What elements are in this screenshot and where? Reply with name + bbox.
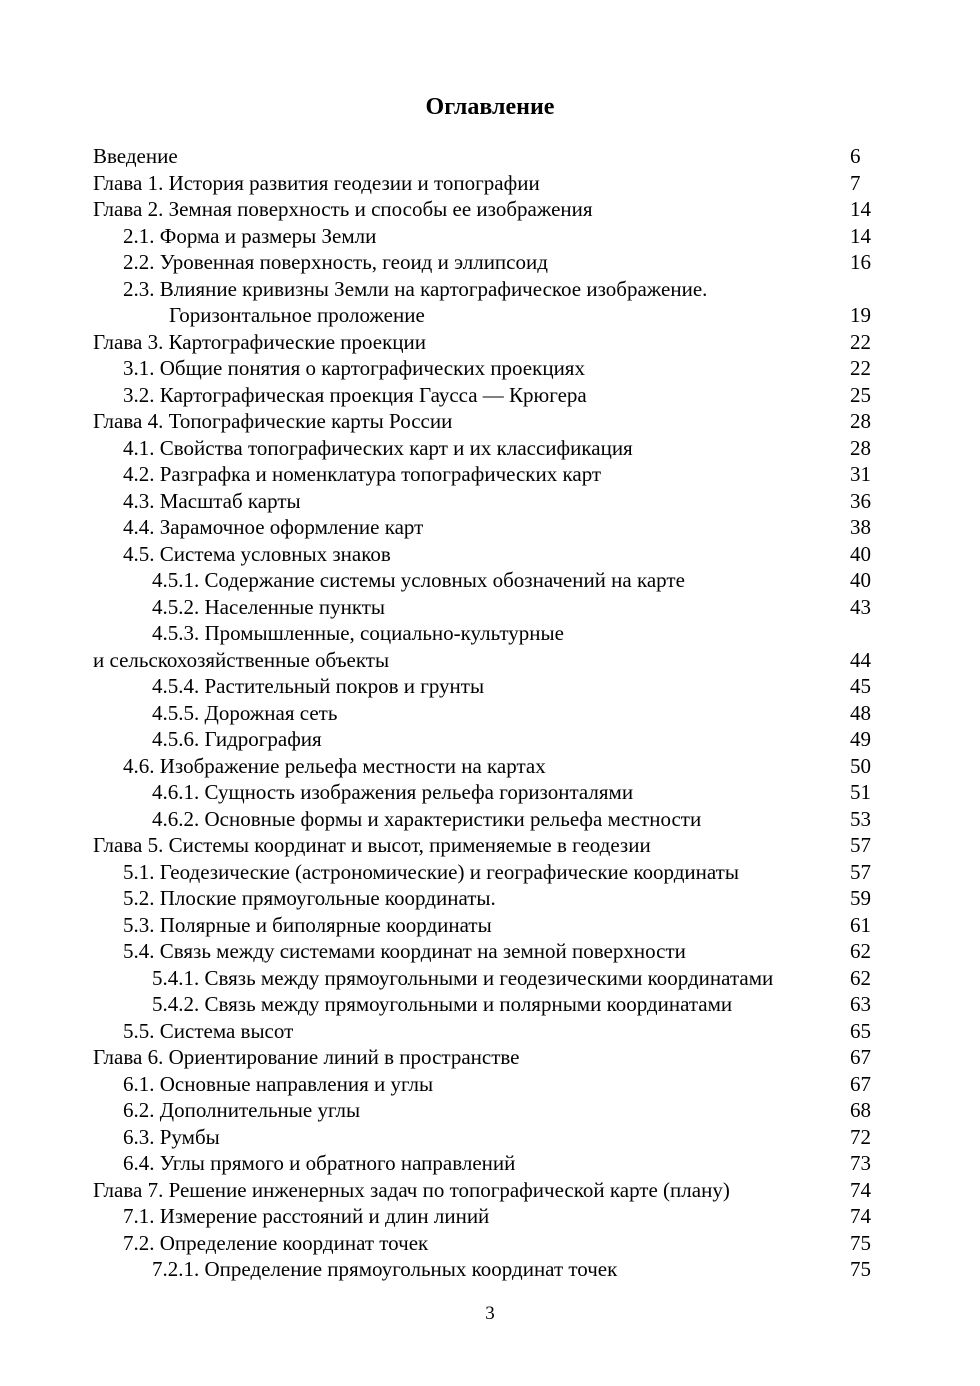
toc-entry-page: 31 [850, 462, 871, 486]
toc-entry-title: 2.2. Уровенная поверхность, геоид и эллипсоид [123, 250, 548, 274]
toc-entry-title: 6.1. Основные направления и углы [123, 1071, 434, 1096]
toc-entry[interactable] [93, 885, 888, 912]
toc-entry[interactable] [93, 488, 888, 515]
toc-entry-title: 7.2.1. Определение прямоугольных координат точек [152, 1257, 618, 1281]
toc-entry-title: Глава 2. Земная поверхность и способы ее изображения [93, 197, 593, 221]
toc-entry-title: 4.5.1. Содержание системы условных обозначений на карте [152, 568, 685, 592]
toc-entry[interactable] [93, 382, 888, 409]
toc-entry-title: 5.3. Полярные и биполярные координаты [123, 912, 492, 937]
toc-entry[interactable] [93, 965, 888, 992]
toc-entry[interactable] [93, 1097, 888, 1124]
toc-entry-page: 57 [850, 833, 871, 857]
toc-entry-page: 38 [850, 515, 871, 539]
toc-entry-page: 14 [850, 223, 871, 248]
toc-entry-page: 28 [850, 435, 871, 460]
toc-entry-title: 5.4.1. Связь между прямоугольными и геодезическими координатами [152, 965, 774, 990]
toc-entry-page: 67 [850, 1071, 871, 1096]
toc-entry[interactable] [93, 1177, 888, 1204]
toc-entry-page: 19 [850, 303, 871, 327]
toc-entry[interactable] [93, 832, 888, 859]
table-of-contents [93, 143, 888, 1283]
toc-entry[interactable] [93, 1124, 888, 1151]
toc-entry-page: 63 [850, 992, 871, 1016]
toc-entry-title: 4.2. Разграфка и номенклатура топографических карт [123, 462, 602, 486]
toc-entry-page: 53 [850, 806, 871, 831]
toc-entry-page: 7 [850, 170, 861, 195]
toc-entry-page: 59 [850, 886, 871, 910]
toc-entry-title: 4.6.2. Основные формы и характеристики рельефа местности [152, 806, 702, 831]
toc-entry-title: Глава 5. Системы координат и высот, применяемые в геодезии [93, 833, 651, 857]
toc-entry-title: Глава 1. История развития геодезии и топографии [93, 170, 540, 195]
toc-entry-page: 49 [850, 727, 871, 751]
toc-entry-title: Введение [93, 144, 178, 168]
toc-entry[interactable] [93, 991, 888, 1018]
toc-entry-page: 57 [850, 859, 871, 884]
toc-entry-title: 5.4. Связь между системами координат на земной поверхности [123, 939, 686, 963]
toc-entry-title: 5.4.2. Связь между прямоугольными и полярными координатами [152, 992, 733, 1016]
page-title: Оглавление [425, 94, 555, 120]
toc-entry-title: 4.6. Изображение рельефа местности на картах [123, 753, 546, 778]
toc-entry-page: 72 [850, 1124, 871, 1149]
toc-entry-page: 75 [850, 1230, 871, 1255]
toc-entry[interactable] [93, 806, 888, 833]
toc-entry-title: 7.2. Определение координат точек [123, 1230, 429, 1255]
toc-entry-title: 4.3. Масштаб карты [123, 488, 301, 513]
toc-entry-title: 3.2. Картографическая проекция Гаусса — Крюгера [123, 382, 587, 407]
toc-entry-title: 4.4. Зарамочное оформление карт [123, 515, 424, 539]
toc-entry-page: 40 [850, 568, 871, 592]
toc-entry[interactable] [93, 408, 888, 435]
toc-entry[interactable] [93, 1230, 888, 1257]
toc-entry-title: 3.1. Общие понятия о картографических проекциях [123, 356, 585, 380]
toc-entry-page: 14 [850, 197, 871, 221]
toc-entry[interactable] [93, 938, 888, 965]
toc-entry-page: 51 [850, 780, 871, 804]
toc-entry-page: 28 [850, 409, 871, 433]
toc-entry[interactable] [93, 329, 888, 356]
toc-entry-page: 6 [850, 144, 861, 168]
toc-entry-page: 74 [850, 1177, 871, 1202]
toc-entry-page: 43 [850, 594, 871, 619]
toc-entry[interactable] [93, 143, 888, 170]
toc-entry[interactable] [93, 620, 888, 647]
toc-entry[interactable] [93, 1150, 888, 1177]
toc-entry-title: 4.5.2. Населенные пункты [152, 594, 386, 619]
toc-entry-page: 40 [850, 541, 871, 566]
toc-entry-page: 44 [850, 647, 871, 672]
toc-entry-page: 62 [850, 965, 871, 990]
toc-entry[interactable] [93, 726, 888, 753]
toc-entry-title: 6.2. Дополнительные углы [123, 1098, 361, 1122]
toc-entry-page: 22 [850, 329, 871, 354]
toc-entry-title: 4.5.3. Промышленные, социально-культурные [152, 621, 564, 645]
toc-entry-title: 7.1. Измерение расстояний и длин линий [123, 1204, 490, 1228]
toc-entry[interactable] [93, 753, 888, 780]
toc-entry-page: 74 [850, 1204, 871, 1228]
toc-entry-title: 5.5. Система высот [123, 1018, 294, 1043]
toc-entry[interactable] [93, 223, 888, 250]
toc-entry[interactable] [93, 1018, 888, 1045]
toc-entry[interactable] [93, 647, 888, 674]
toc-entry-title: 5.2. Плоские прямоугольные координаты. [123, 886, 496, 910]
toc-entry-page: 16 [850, 250, 871, 274]
toc-entry[interactable] [93, 700, 888, 727]
toc-entry-page: 36 [850, 488, 871, 513]
toc-entry[interactable] [93, 779, 888, 806]
toc-entry-title: 4.5. Система условных знаков [123, 541, 391, 566]
toc-entry-page: 50 [850, 753, 871, 778]
toc-entry-page: 25 [850, 382, 871, 407]
toc-entry-title: 4.5.6. Гидрография [152, 727, 322, 751]
toc-entry[interactable] [93, 355, 888, 382]
toc-entry-title: 4.6.1. Сущность изображения рельефа горизонталями [152, 780, 634, 804]
toc-entry[interactable] [93, 859, 888, 886]
toc-entry-title: 5.1. Геодезические (астрономические) и географические координаты [123, 859, 739, 884]
toc-entry-page: 68 [850, 1098, 871, 1122]
toc-entry[interactable] [93, 461, 888, 488]
toc-entry-page: 73 [850, 1151, 871, 1175]
toc-entry[interactable] [93, 249, 888, 276]
toc-entry-title: 2.3. Влияние кривизны Земли на картографическое изображение. [123, 276, 708, 301]
page-number: 3 [485, 1303, 495, 1324]
toc-entry[interactable] [93, 594, 888, 621]
toc-entry-page: 61 [850, 912, 871, 937]
toc-entry[interactable] [93, 276, 888, 303]
toc-entry-title: 4.5.4. Растительный покров и грунты [152, 674, 485, 698]
toc-entry[interactable] [93, 1203, 888, 1230]
toc-entry[interactable] [93, 302, 888, 329]
toc-entry[interactable] [93, 541, 888, 568]
toc-entry-page: 67 [850, 1045, 871, 1069]
toc-entry-title: и сельскохозяйственные объекты [93, 647, 390, 672]
toc-entry-title: Глава 4. Топографические карты России [93, 409, 453, 433]
toc-entry[interactable] [93, 673, 888, 700]
toc-entry-title: 2.1. Форма и размеры Земли [123, 223, 377, 248]
toc-entry[interactable] [93, 912, 888, 939]
toc-entry-title: 6.3. Румбы [123, 1124, 220, 1149]
toc-entry-title: Глава 3. Картографические проекции [93, 329, 426, 354]
toc-entry-title: Глава 7. Решение инженерных задач по топографической карте (плану) [93, 1177, 730, 1202]
toc-entry[interactable] [93, 567, 888, 594]
toc-entry-title: Глава 6. Ориентирование линий в пространстве [93, 1045, 520, 1069]
toc-entry-title: 4.5.5. Дорожная сеть [152, 700, 338, 725]
toc-entry-page: 75 [850, 1257, 871, 1281]
toc-entry-title: 4.1. Свойства топографических карт и их классификация [123, 435, 633, 460]
toc-entry[interactable] [93, 170, 888, 197]
toc-entry-title: 6.4. Углы прямого и обратного направлений [123, 1151, 516, 1175]
toc-entry-title: Горизонтальное проложение [169, 303, 425, 327]
toc-entry[interactable] [93, 435, 888, 462]
toc-entry[interactable] [93, 514, 888, 541]
toc-entry[interactable] [93, 196, 888, 223]
toc-entry[interactable] [93, 1071, 888, 1098]
toc-entry[interactable] [93, 1044, 888, 1071]
toc-entry-page: 48 [850, 700, 871, 725]
toc-entry[interactable] [93, 1256, 888, 1283]
toc-entry-page: 62 [850, 939, 871, 963]
toc-entry-page: 22 [850, 356, 871, 380]
toc-entry-page: 45 [850, 674, 871, 698]
toc-entry-page: 65 [850, 1018, 871, 1043]
